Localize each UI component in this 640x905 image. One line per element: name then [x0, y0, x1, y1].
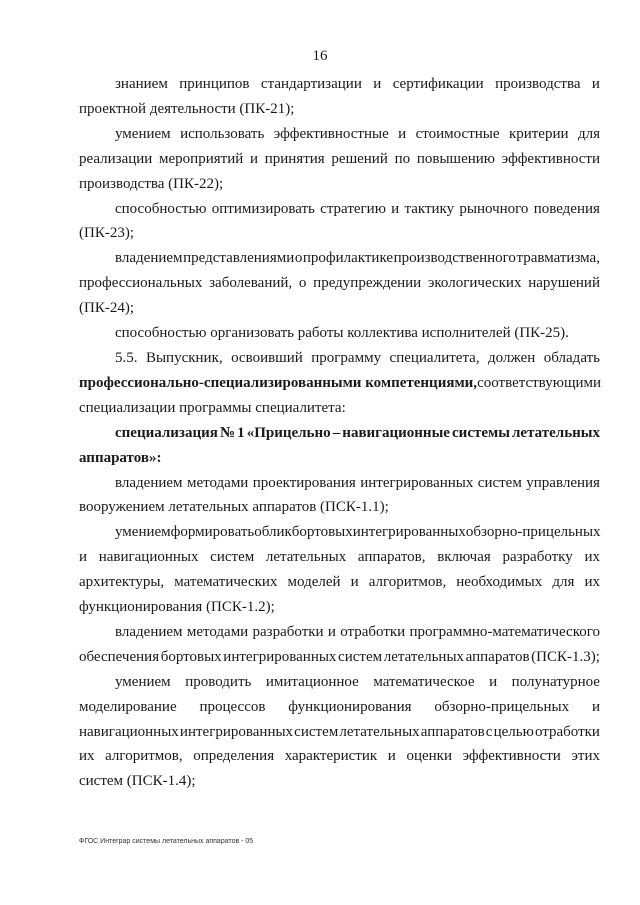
text-line: владением методами разработки и отработки программно-математического [115, 623, 600, 640]
text-line: умением проводить имитационное математическое и полунатурное [115, 673, 600, 690]
page-footer: ФГОС Интеграр системы летательных аппаратов - 05 [79, 838, 254, 845]
text-line: специализации программы специалитета: [79, 399, 346, 416]
text-line: моделирование процессов функционирования обзорно-прицельных и [79, 698, 600, 715]
text-line: функционирования (ПСК-1.2); [79, 599, 275, 616]
page-number: 16 [312, 48, 328, 64]
text-line: и навигационных систем летательных аппаратов, включая разработку их [79, 549, 600, 566]
text-line: их алгоритмов, определения характеристик и оценки эффективности этих [79, 748, 600, 765]
text-line: обеспечения бортовых интегрированных систем летательных аппаратов (ПСК-1.3); [79, 648, 600, 665]
specialization-heading [79, 421, 600, 446]
specialization-heading-cont [79, 446, 600, 471]
text-line: систем (ПСК-1.4); [79, 773, 196, 790]
text-line: архитектуры, математических моделей и алгоритмов, необходимых для их [79, 574, 600, 591]
text-line: способностью организовать работы коллектива исполнителей (ПК-25). [115, 325, 569, 342]
text-line: реализации мероприятий и принятия решений по повышению эффективности [79, 150, 600, 167]
text-line: владением представлениями о профилактике производственного травматизма, [115, 250, 600, 267]
text-line: (ПК-23); [79, 225, 134, 242]
document-body [79, 72, 600, 794]
text-line: умением использовать эффективностные и стоимостные критерии для [115, 125, 600, 142]
text-line: умением формировать облик бортовых интегрированных обзорно-прицельных [115, 524, 601, 541]
text-line: вооружением летательных аппаратов (ПСК-1.1); [79, 499, 389, 516]
heading-text: аппаратов»: [79, 449, 162, 466]
text-line: (ПК-24); [79, 300, 134, 317]
text-line: навигационных интегрированных систем летательных аппаратов с целью отработки [79, 723, 600, 740]
text-line: проектной деятельности (ПК-21); [79, 100, 295, 117]
heading-text: специализация № 1 «Прицельно – навигационные системы летательных [115, 424, 600, 441]
text-fragment: соответствующими [477, 374, 602, 391]
text-line: 5.5. Выпускник, освоивший программу специалитета, должен обладать [115, 349, 600, 366]
text-line: способностью оптимизировать стратегию и тактику рыночного поведения [115, 200, 600, 217]
text-line: знанием принципов стандартизации и сертификации производства и [115, 76, 600, 92]
bold-term: профессионально-специализированными компетенциями, [79, 374, 478, 391]
text-line: профессиональных заболеваний, о предупреждении экологических нарушений [79, 275, 600, 292]
text-line: производства (ПК-22); [79, 175, 224, 192]
text-line: владением методами проектирования интегрированных систем управления [115, 474, 600, 491]
text-line-bold-mixed [79, 371, 600, 396]
